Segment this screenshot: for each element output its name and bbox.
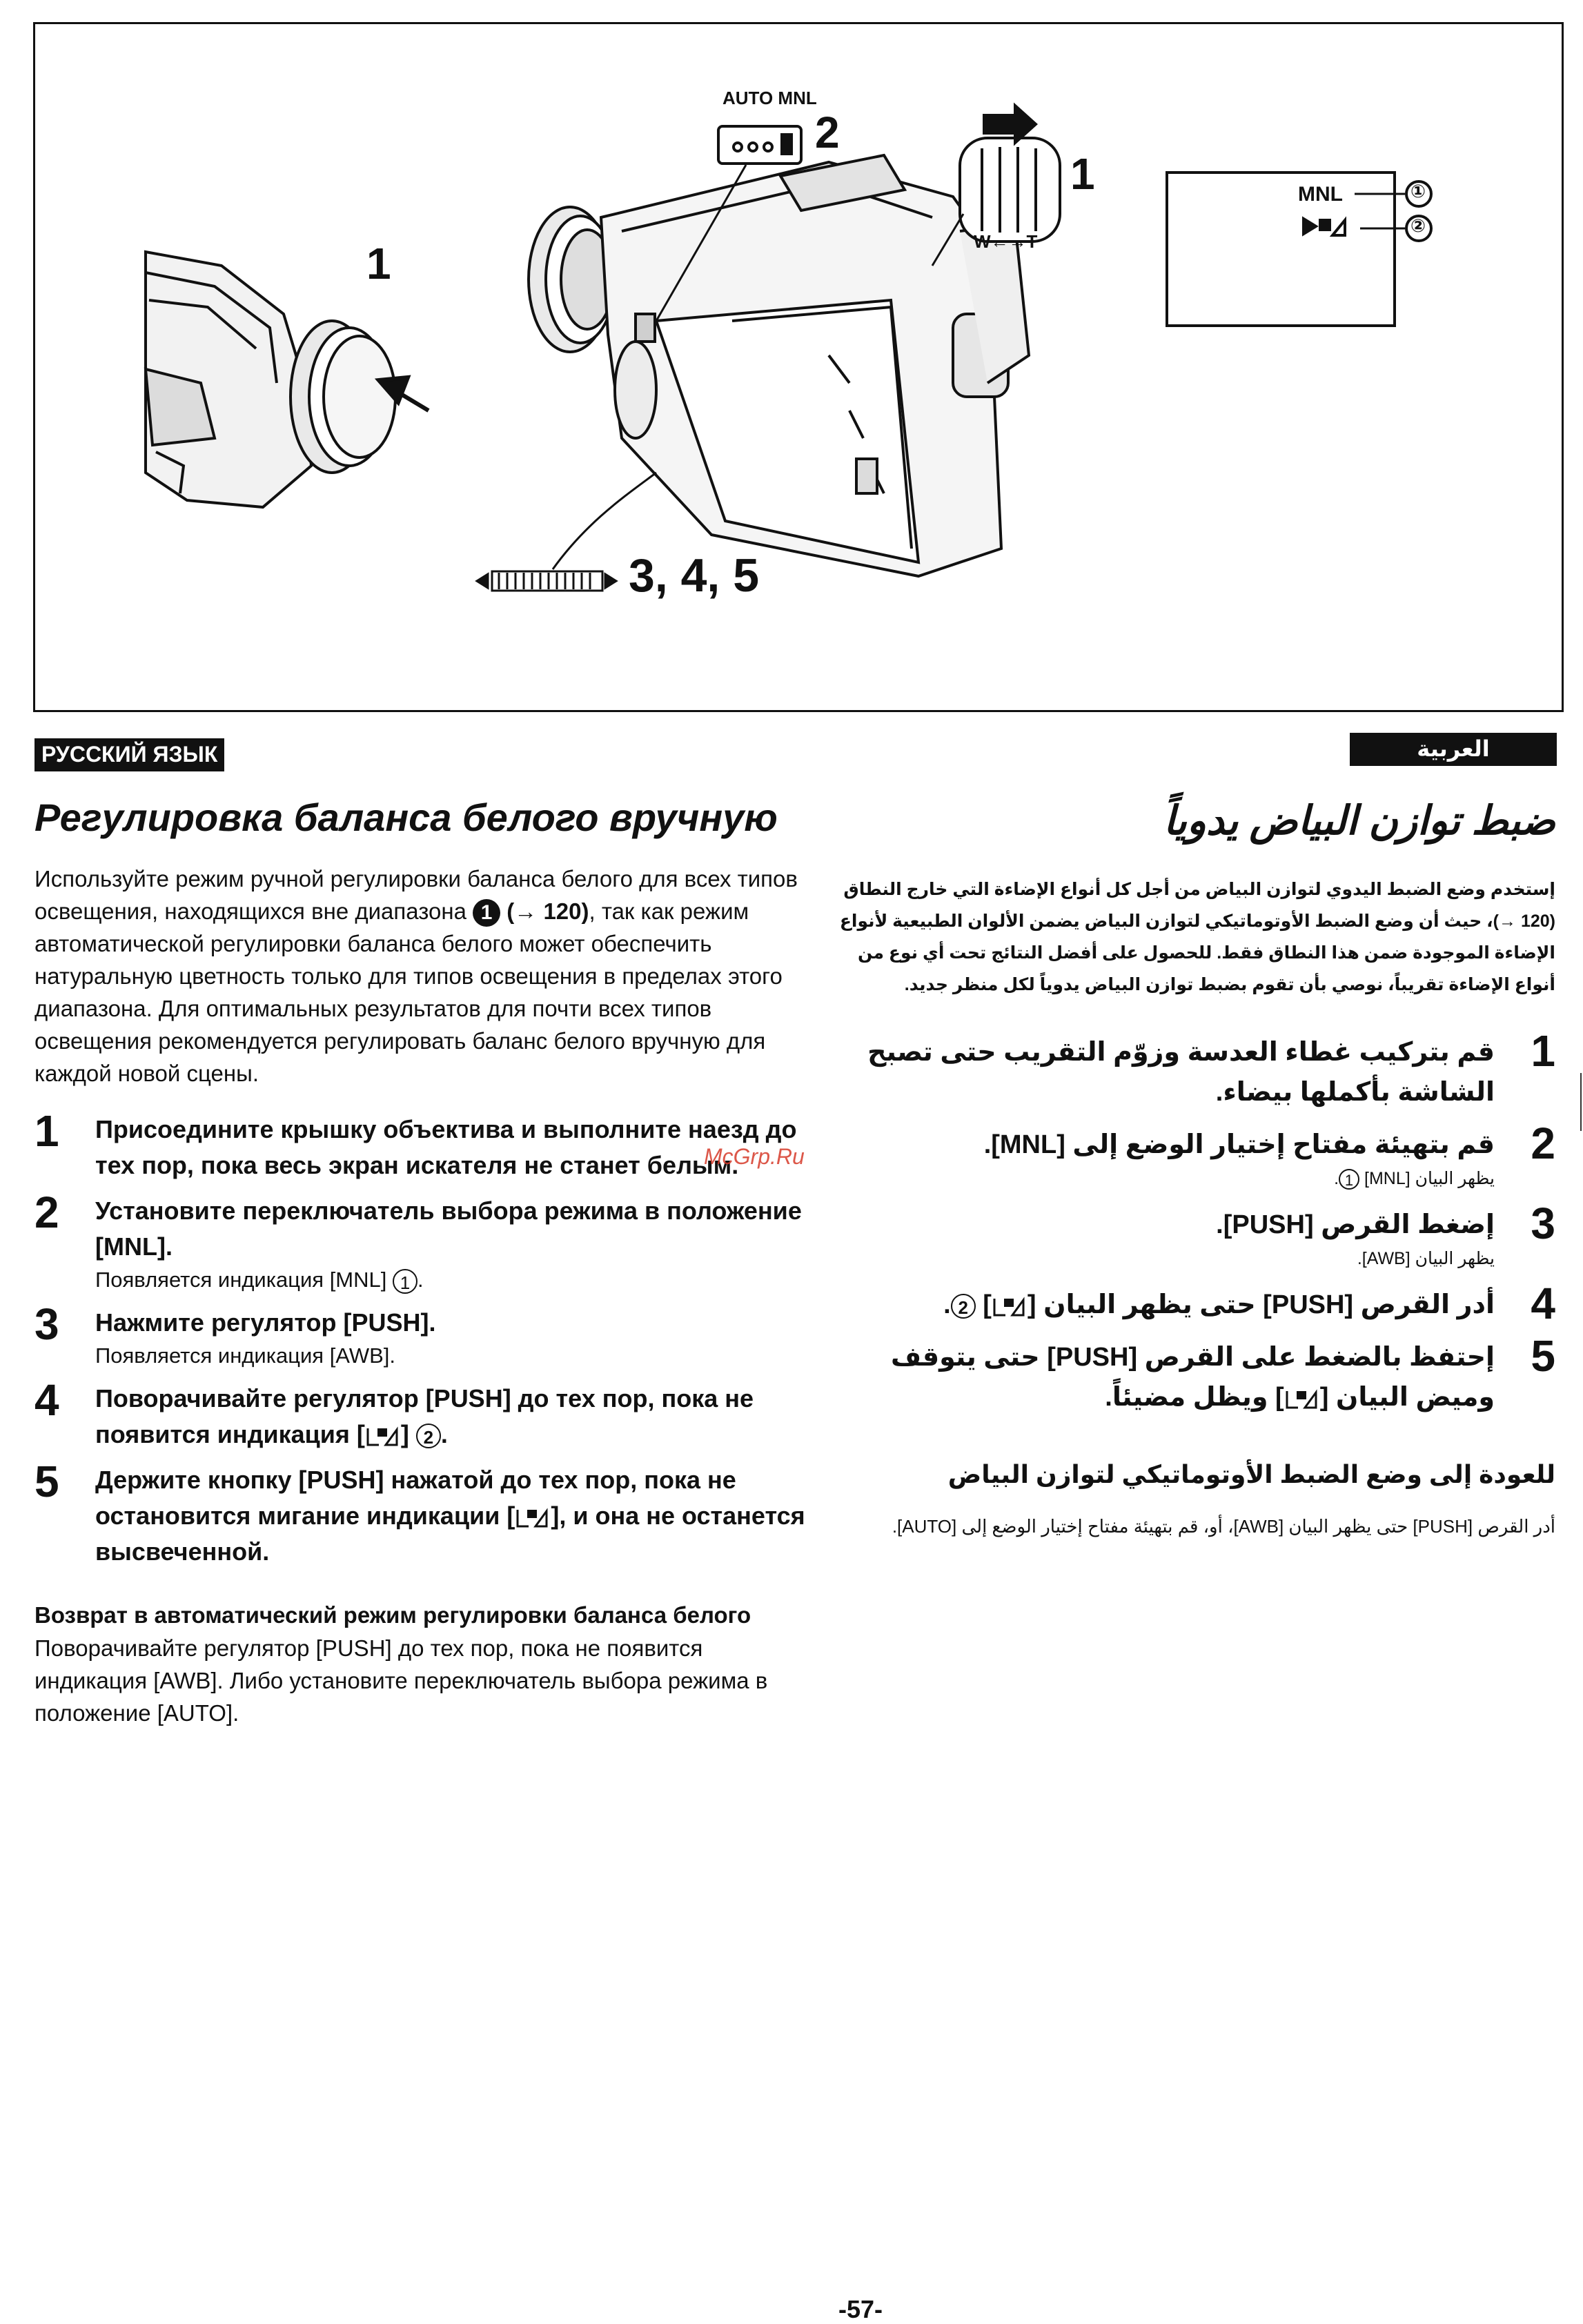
ru-step-text-part: ], и она не останется высвеченной. (95, 1501, 805, 1566)
callout-2-icon: 2 (951, 1294, 976, 1319)
ar-step-number: 4 (1531, 1279, 1555, 1328)
arabic-return-title: للعودة إلى وضع الضبط الأوتوماتيكي لتوازن البياض (947, 1460, 1555, 1488)
ar-step-5 (831, 1331, 1555, 1417)
russian-intro (35, 863, 821, 1090)
ru-step-text: Присоедините крышку объектива и выполните наезд до тех пор, пока весь экран искателя не станет белым. (95, 1115, 797, 1179)
ar-step-number: 3 (1531, 1199, 1555, 1248)
lens-cap-camera-drawing (146, 252, 395, 507)
ar-step-note: يظهر البيان [AWB]. (1357, 1249, 1495, 1268)
ar-step-text-part: أدر القرص [PUSH] حتى يظهر البيان [ (1027, 1290, 1495, 1319)
white-balance-icon (992, 1294, 1028, 1318)
arabic-title: ضبط توازن البياض يدوياً (1163, 798, 1555, 843)
callout-1-icon: 1 (1339, 1169, 1359, 1190)
ar-step-text: قم بتهيئة مفتاح إختيار الوضع إلى [MNL]. (983, 1130, 1495, 1159)
display-callout-1: ① (1410, 181, 1426, 201)
ru-step-text-part: Держите кнопку [PUSH] нажатой до тех пор, пока не остановится мигание индикации [ (95, 1466, 736, 1530)
white-balance-icon (1284, 1387, 1320, 1410)
arabic-column (831, 794, 1555, 1559)
ru-step-text-part: ] (400, 1420, 409, 1448)
russian-intro-part-b: , так как режим автоматической регулировки баланса белого может обеспечить натуральную цветность только для типов освещения в пределах этого диапазона. Для оптимальных результатов для почти всех типов освещения рекомендуется регулировать баланс белого вручную для каждой новой сцены. (35, 898, 783, 1086)
display-callout-2: ② (1410, 215, 1426, 236)
ar-step-number: 5 (1531, 1331, 1555, 1381)
white-balance-icon (515, 1506, 551, 1529)
ru-step-text: Нажмите регулятор [PUSH]. (95, 1308, 436, 1337)
arabic-language-tag: العربية (1350, 733, 1557, 766)
ru-step-3 (35, 1299, 821, 1371)
ru-step-number: 3 (35, 1299, 59, 1349)
ru-step-text-part: Поворачивайте регулятор [PUSH] до тех пор, пока не появится индикация [ (95, 1384, 754, 1448)
page-number: -57- (838, 2295, 883, 2323)
camcorder-illustration (35, 24, 1562, 710)
display-mnl-text: MNL (1298, 183, 1343, 206)
ru-step-2 (35, 1188, 821, 1295)
switch-label: AUTO MNL (722, 88, 817, 108)
ru-step-number: 5 (35, 1457, 59, 1506)
ru-step-number: 4 (35, 1375, 59, 1425)
russian-title: Регулировка баланса белого вручную (35, 796, 778, 839)
arabic-return-text: أدر القرص [PUSH] حتى يظهر البيان [AWB]، أو، قم بتهيئة مفتاح إختيار الوضع إلى [AUTO]. (892, 1516, 1555, 1537)
ru-step-note-text: Появляется индикация [MNL] (95, 1268, 387, 1292)
ar-step-3 (831, 1199, 1555, 1272)
figure-label-345: 3, 4, 5 (629, 549, 760, 602)
ru-step-5 (35, 1457, 821, 1570)
ar-step-text (831, 1337, 1495, 1417)
callout-2-icon: 2 (416, 1424, 441, 1448)
ar-step-text: إضغط القرص [PUSH]. (1216, 1210, 1495, 1239)
ar-step-2 (831, 1119, 1555, 1192)
figure-label-1-left: 1 (366, 239, 391, 288)
figure-label-2: 2 (815, 108, 840, 157)
ar-step-text: قم بتركيب غطاء العدسة وزوّم التقريب حتى تصبح الشاشة بأكملها بيضاء. (867, 1038, 1495, 1107)
ar-step-note: يظهر البيان [MNL] 1. (1334, 1169, 1495, 1190)
russian-return-text: Поворачивайте регулятор [PUSH] до тех пор, пока не появится индикация [AWB]. Либо установите переключатель выбора режима в положение [AUTO]. (35, 1635, 768, 1726)
ar-step-note-text: يظهر البيان [MNL] (1364, 1169, 1495, 1188)
russian-language-tag: РУССКИЙ ЯЗЫК (35, 738, 224, 771)
arabic-intro: إستخدم وضع الضبط اليدوي لتوازن البياض من أجل كل أنواع الإضاءة التي خارج النطاق (120 →)، حيث أن وضع الضبط الأوتوماتيكي لتوازن البياض يضمن الألوان الطبيعية لأنواع الإضاءة الموجودة ضمن هذا النطاق فقط. للحصول على أفضل النتائج تحت أي نوع من أنواع الإضاءة تقريباً، نوصي بأن تقوم بضبط توازن البياض يدوياً لكل منظر جديد. (839, 880, 1555, 994)
ar-step-number: 1 (1531, 1026, 1555, 1076)
figure-label-1-right: 1 (1070, 149, 1095, 199)
russian-return-title: Возврат в автоматический режим регулировки баланса белого (35, 1602, 751, 1628)
ar-step-number: 2 (1531, 1119, 1555, 1168)
illustration-frame (33, 22, 1564, 712)
margin-rule (1580, 1073, 1582, 1131)
ru-step-note: Появляется индикация [MNL] 1 . (95, 1268, 424, 1293)
ru-step-number: 1 (35, 1106, 59, 1156)
ar-step-text-part: ] ويظل مضيئاً. (1105, 1383, 1284, 1412)
ar-step-1 (831, 1026, 1555, 1112)
zoom-lever-label: W←→T (974, 231, 1038, 252)
white-balance-icon (365, 1424, 401, 1448)
russian-column (35, 794, 821, 1729)
ru-step-note: Появляется индикация [AWB]. (95, 1343, 395, 1368)
ru-step-text: Установите переключатель выбора режима в положение [MNL]. (95, 1197, 802, 1261)
ru-step-1 (35, 1106, 821, 1183)
range-1-icon: 1 (473, 899, 500, 927)
ar-step-text: أدر القرص [PUSH] حتى يظهر البيان [] 2. (943, 1290, 1495, 1319)
ar-step-text-part: إحتفظ بالضغط على القرص [PUSH] حتى يتوقف وميض البيان [ (891, 1343, 1495, 1412)
ru-step-text: Поворачивайте регулятор [PUSH] до тех пор, пока не появится индикация [ ] 2 . (95, 1384, 754, 1448)
watermark: McGrp.Ru (704, 1144, 805, 1169)
ar-step-4 (831, 1279, 1555, 1328)
ru-step-text (95, 1462, 821, 1570)
ru-step-4 (35, 1375, 821, 1452)
russian-intro-part-a: Используйте режим ручной регулировки баланса белого для всех типов освещения, находящихся вне диапазона (35, 866, 798, 924)
ru-step-number: 2 (35, 1188, 59, 1237)
callout-1-icon: 1 (393, 1269, 417, 1294)
russian-intro-ref: (→ 120) (507, 898, 589, 924)
